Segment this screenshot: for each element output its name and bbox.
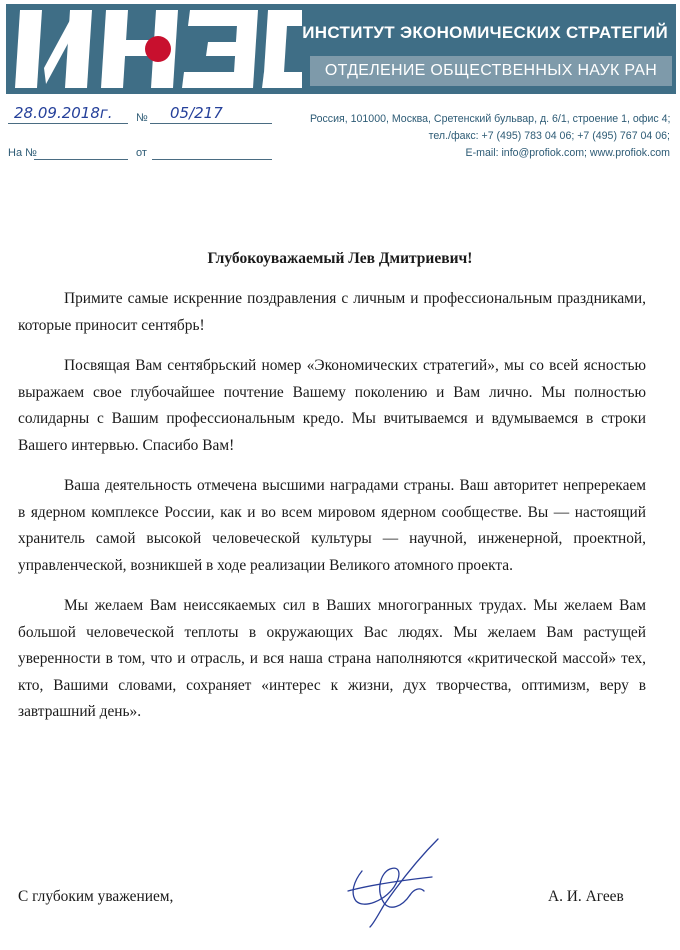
- paragraph: Ваша деятельность отмечена высшими наградами страны. Ваш авторитет непререкаем в ядерном комплексе России, как и во всем мировом ядерном сообществе. Вы — настоящий хранитель самой высокой человеческой культуры — научной, инженерной, проектной, управленческой, возникшей в ходе реализации Великого атомного проекта.: [18, 477, 646, 574]
- to-number-label: На №: [8, 147, 37, 159]
- department-name: ОТДЕЛЕНИЕ ОБЩЕСТВЕННЫХ НАУК РАН: [310, 56, 672, 86]
- institute-name: ИНСТИТУТ ЭКОНОМИЧЕСКИХ СТРАТЕГИЙ: [302, 23, 668, 42]
- date-handwritten: 28.09.2018г.: [14, 104, 113, 122]
- letter-body: [18, 286, 646, 740]
- email-line: E-mail: info@profiok.com; www.profiok.com: [465, 147, 670, 159]
- date-underline: [8, 123, 128, 124]
- to-number-underline: [34, 159, 128, 160]
- phone-line: тел./факс: +7 (495) 783 04 06; +7 (495) 767 04 06;: [428, 130, 670, 142]
- letterhead-banner: [6, 4, 676, 94]
- paragraph: Посвящая Вам сентябрьский номер «Экономических стратегий», мы со всей ясностью выражаем свое глубочайшее почтение Вашему поколению и Вам лично. Мы полностью солидарны с Вашим профессиональным кредо. Мы вчитываемся и вдумываемся в строки Вашего интервью. Спасибо Вам!: [18, 357, 646, 454]
- address-line: Россия, 101000, Москва, Сретенский бульвар, д. 6/1, строение 1, офис 4;: [310, 113, 671, 125]
- from-label: от: [136, 147, 147, 159]
- number-handwritten: 05/217: [170, 104, 223, 122]
- from-underline: [152, 159, 272, 160]
- ines-logo: [12, 6, 302, 92]
- letter-greeting: Глубокоуважаемый Лев Дмитриевич!: [207, 250, 473, 267]
- contact-address: [310, 111, 670, 162]
- closing-phrase: С глубоким уважением,: [18, 888, 174, 905]
- signer-name: А. И. Агеев: [548, 888, 624, 905]
- paragraph: Мы желаем Вам неиссякаемых сил в Ваших многогранных трудах. Мы желаем Вам большой человеческой теплоты в окружающих Вас людях. Мы желаем Вам растущей уверенности в том, что и отрасль, и вся наша страна наполняются «критической массой» тех, кто, Вашими словами, сохраняет «интерес к жизни, дух творчества, оптимизм, веру в завтрашний день».: [18, 597, 646, 720]
- number-underline: [150, 123, 272, 124]
- number-label: №: [136, 112, 148, 124]
- handwritten-signature: [340, 835, 450, 930]
- paragraph: Примите самые искренние поздравления с личным и профессиональным праздниками, которые приносит сентябрь!: [18, 290, 646, 334]
